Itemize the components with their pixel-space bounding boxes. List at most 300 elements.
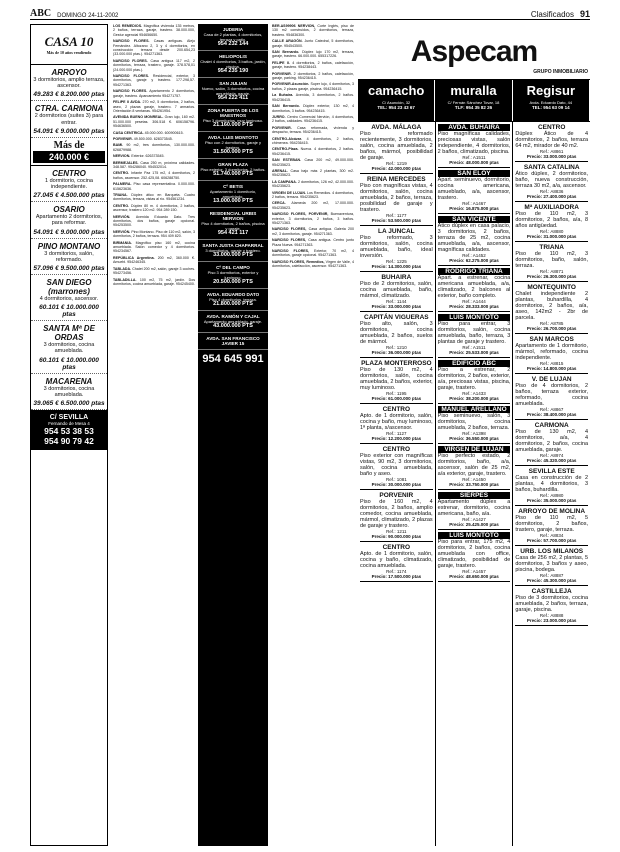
property-listing[interactable] <box>360 272 433 312</box>
property-listing[interactable] <box>515 420 588 466</box>
black-ad-zone: AVDA. EDUARDO DATO <box>206 292 260 297</box>
classified-ad-body: Centro Comercial Nervión, 4 dormitorios, 2 baños, calidades. 954236415. <box>272 114 354 124</box>
classified-ad <box>113 74 195 87</box>
black-ad-list <box>198 24 268 333</box>
classified-ad-heading: PORVENIR. <box>272 71 292 76</box>
classified-ad <box>272 82 354 91</box>
black-ad-listing[interactable] <box>198 105 268 132</box>
classified-ad <box>272 24 354 37</box>
black-ad-zone: ZONA PUERTA DE LOS MAESTROS <box>207 108 259 118</box>
casa10-address: Fernando de Mesa 4 <box>48 421 90 427</box>
property-description: Piso reformado recientemente, 3 dormitorios, salón, cocina amueblada, 2 baños, mármol, posibilidad de garaje. <box>360 131 433 161</box>
classified-ad-heading: NARCISO FLORES, <box>272 238 307 243</box>
agency-phone[interactable]: TEL: 954 23 43 67 <box>377 105 415 110</box>
property-reference: Ref.: A1433 <box>462 391 486 396</box>
black-ad-listing[interactable] <box>198 159 268 181</box>
black-ad-zone: SAN JULIAN <box>219 81 247 86</box>
black-ad-description: Apartamento 1 dormitorio, amueblado. <box>209 189 257 199</box>
listing-zone: OSARIO <box>53 205 85 215</box>
property-zone: MONTEQUINTO <box>527 284 576 291</box>
property-description: Piso de 3 dormitorios, cocina amueblada, 2 baños, terraza, garaje, piscina. <box>515 595 589 613</box>
property-listing[interactable] <box>438 312 511 358</box>
property-zone: CAPITÁN VIGUERAS <box>364 314 429 321</box>
property-price: Precio: 25.533.000 ptas <box>449 350 499 355</box>
classified-ad-body: Casa antigua. Centro junto Plaza Nueva. 954271363. <box>272 238 354 247</box>
property-description: Ático dúplex en casa palacio, 3 dormitorios, 2 baños, terraza de 25 m2, cocina amueblada, a/a, ascensor, magníficas calidades. <box>437 223 511 253</box>
property-description: Apart. seminuevo, dormitorio, cocina americana, amueblado, a/a, ascensor, trastero. <box>437 177 511 201</box>
classified-ad-body: 4 dormitorios, 2 baños, calefacción, garaje, trastero. 954238443. <box>272 60 354 70</box>
classified-ad-body: Casa antigua 117 m2, 2 dormitorios, terraza, trastero, garaje. 378.578,01 (24.000.000 ptas.). <box>113 58 195 72</box>
agency-phone[interactable]: TEL: 954 63 09 14 <box>532 105 570 110</box>
classified-ad <box>113 278 195 287</box>
property-zone: REINA MERCEDES <box>367 176 426 183</box>
property-zone: CENTRO <box>382 446 411 453</box>
listing-description: 1 dormitorio, cocina independiente. <box>45 177 93 191</box>
property-zone: SAN ELOY <box>438 170 511 177</box>
classified-ad-body: Casa reformada, vivienda y despacho, terraza. 954236415. <box>272 125 354 135</box>
classified-text-column-1 <box>113 24 195 846</box>
property-price: Precio: 90.000.000 ptas <box>371 534 422 539</box>
classified-ad-body: Dúplex ático en Barqueta. Cuatro dormitorios, terraza, vistas al río. 954561234. <box>113 193 195 202</box>
classified-ad-heading: CERCA. <box>272 201 286 206</box>
listing-description: 3 dormitorios, cocina amueblada. <box>43 342 95 355</box>
classified-ad-heading: CASA CENTRICA. <box>113 130 144 135</box>
listing-price: 27.045 € 4.500.000 ptas <box>33 192 105 200</box>
classified-ad-heading: BER.AS99906 NERVION, <box>272 24 316 28</box>
classified-ad <box>272 238 354 247</box>
classified-ad <box>113 89 195 98</box>
property-listing[interactable] <box>360 542 433 582</box>
black-ad-listing[interactable] <box>198 78 268 105</box>
casa10-listing[interactable] <box>31 374 107 410</box>
classified-ad-heading: NERVIÓN. <box>113 229 131 234</box>
property-listing[interactable] <box>438 122 511 168</box>
property-zone: SEVILLA ESTE <box>528 468 575 475</box>
classified-ad-heading: NARCISO FLORES, PORVENIR, <box>272 212 329 217</box>
casa10-name: C/ SEVILLA <box>49 414 89 422</box>
property-zone: PLAZA MONTERROSO <box>361 360 432 367</box>
property-price: Precio: 33.750.000 ptas <box>449 482 499 487</box>
property-listing[interactable] <box>360 444 433 490</box>
classified-ad-heading: La Buhaira. <box>272 93 294 98</box>
black-ad-listing[interactable] <box>198 132 268 159</box>
property-price: Precio: 36.000.000 ptas <box>371 350 422 355</box>
classified-ad-heading: PORVENIR. <box>113 136 133 141</box>
property-zone: CENTRO <box>537 124 566 131</box>
casa10-listing[interactable] <box>31 239 107 275</box>
property-listing[interactable] <box>360 122 433 174</box>
listing-zone: SAN DIEGO (marrones) <box>46 278 92 297</box>
classified-ad-body: 90 m2, tres dormitorios, 130.000.000. 626879988. <box>113 143 195 152</box>
classified-ad-heading: BERMEJALES. <box>113 160 139 165</box>
property-price: Precio: 48.650.000 ptas <box>449 574 499 579</box>
property-listing[interactable] <box>360 174 433 226</box>
property-listing[interactable] <box>515 586 588 626</box>
property-description: Piso magníficas calidades, preciosas vistas, salón independiente, 4 dormitorios, 2 baños, climatizado, piscina. <box>437 131 511 155</box>
black-ad-zone: SANTA JUSTA CHAPARRAL <box>202 243 264 248</box>
property-listing[interactable] <box>515 122 588 162</box>
listing-zone: CTRA. CARMONA <box>34 104 104 114</box>
classified-ad-heading: TABLADA. <box>113 266 132 271</box>
property-price: Precio: 17.500.000 ptas <box>371 574 422 579</box>
property-zone: TRIANA <box>539 244 564 251</box>
classified-ad-body: Buenaventura, exterior, 3 dormitorios, 2 baños, 3 baños. 954271363. <box>272 212 354 226</box>
classified-ad <box>113 215 195 228</box>
classified-ad-heading: CENTRO. <box>113 171 130 176</box>
classified-ad <box>272 126 354 135</box>
classified-ad-body: Magnífica vivienda 135 metros, 2 baños, terraza, garaje, trastero. 38.000.000, Gestur agencial 954656650. <box>113 24 195 37</box>
black-ad-zone: HELIOPOLIS <box>219 54 247 59</box>
listing-zone: ARROYO <box>51 68 87 77</box>
classified-ad-body: Infante Paz 175 m2, 4 dormitorios, 2 baños, ascensor. 252.425,08. 606288750. <box>113 171 195 180</box>
classified-ad-heading: NARCISO FLORES. <box>113 39 150 44</box>
black-ad-footer-phone[interactable]: 954 645 991 <box>202 353 264 365</box>
property-price: Precio: 28.333.000 ptas <box>449 304 499 309</box>
property-listing[interactable] <box>360 358 433 404</box>
black-ad-price: 954 421 117 <box>217 230 249 236</box>
property-description: Piso para entrar, 175 m2, 4 dormitorios, 2 baños, cocina amueblada con office, climatizado, posibilidad de garaje, trastero. <box>437 539 511 569</box>
classified-ad <box>113 204 195 213</box>
casa10-logo-text: CASA 10 <box>44 34 94 49</box>
black-ad-footer <box>198 333 268 350</box>
classified-ad <box>113 161 195 170</box>
classified-ad-body: 2 dormitorios, 126 m2, 42.000.000. 954235623. <box>272 179 354 189</box>
classified-ad <box>272 158 354 167</box>
classified-ad-body: Apartamento 2 dormitorios, garaje, trastero. Aparcamiento 954271757. <box>113 89 195 98</box>
property-description: Casa en construcción de 2 plantas, 4 dormitorios, 3 baños, buhardilla. <box>515 475 589 493</box>
classified-ad <box>272 212 354 225</box>
black-ad-description: Casa de 2 plantas, 4 dormitorios, terraza y patio. <box>203 32 263 42</box>
classified-ad-body: 49.500.000. 628373545. <box>133 136 173 141</box>
black-ad-listing[interactable] <box>198 208 268 240</box>
property-zone: SAN MARCOS <box>529 336 574 343</box>
property-description: Apart. a estrenar, cocina americana amueblada, a/a, climatizado, 2 balcones al exterior, baño completo. <box>437 275 511 299</box>
black-ad-description: Piso 3 dormitorios, muy luminoso. <box>202 118 264 123</box>
classified-ad-body: Casa antigua. Galeria 200 m2, 3 dormitorios, garaje. 954271363. <box>272 227 354 236</box>
classified-ad-body: Casa 250 m, próxima calidades. 348.587. 954286040. 954532014. <box>113 160 195 169</box>
property-listing[interactable] <box>438 168 511 214</box>
property-description: Piso con magníficas vistas, 4 dormitorios, salón, cocina amueblada, 2 baños, terraza, posibilidad de garaje y trastero. <box>360 183 433 213</box>
classified-ad <box>272 147 354 156</box>
property-reference: Ref.: 1211 <box>386 529 407 534</box>
classified-ad-heading: NARCISO FLORES. <box>113 74 150 79</box>
black-ad-zone: Cº BETIS <box>223 184 243 189</box>
property-price: Precio: 30.000.000 ptas <box>371 482 422 487</box>
property-price: Precio: 38.400.000 ptas <box>526 412 577 417</box>
property-zone: VIRGEN DE LUJAN <box>438 446 511 453</box>
property-price: Precio: 23.000.000 ptas <box>526 618 577 623</box>
classified-ad-heading: AVENIDA BUENO MONREAL. <box>113 115 164 120</box>
property-reference: Ref.: A8980 <box>539 493 564 498</box>
property-zone: AVDA. BUHAIRA <box>438 124 511 131</box>
property-price: Precio: 48.000.000 ptas <box>449 160 499 165</box>
aspecam-block <box>358 24 590 846</box>
property-zone: LUIS MONTOTO <box>438 314 511 321</box>
property-listing[interactable] <box>438 530 511 582</box>
classified-ad-heading: SAN ESTEBAN. <box>272 158 302 163</box>
classified-ad-body: 2 dormitorios, 2 baños, calefacción, garaje, parking. 954236415. <box>272 71 354 81</box>
agency-name: muralla <box>450 83 497 98</box>
listing-zone: MACARENA <box>45 376 93 386</box>
black-ad-price: 13.000.000 PTS <box>213 198 253 204</box>
masde-box <box>31 138 107 166</box>
black-ad-description: Piso con 2 dormitorios, garaje y trastero. <box>204 140 262 150</box>
casa10-listing[interactable] <box>31 166 107 202</box>
classified-ad <box>272 191 354 200</box>
classified-ad <box>272 260 354 269</box>
black-ad-listing[interactable] <box>198 51 268 78</box>
classified-ad-body: Dúplex 80 m. 4 dormitorios, 2 baños, ascensor, trastero 120 m2. 954 289 150. <box>113 203 195 213</box>
property-description: Piso perfecto estado, 2 dormitorios, baño, a/a, ascensor, salón de 25 m2, a/a exterior, garaje, trastero. <box>437 453 511 477</box>
listing-description: 3 dormitorios, salón, reformado. <box>44 250 94 263</box>
casa10-logo <box>31 25 107 65</box>
agency-phone[interactable]: TLF: 954 35 82 26 <box>454 105 493 110</box>
property-listing[interactable] <box>515 374 588 420</box>
property-reference: Ref.: A1511 <box>462 345 486 350</box>
classified-ad-heading: LOS REMEDIOS. <box>113 24 143 28</box>
agency-camacho <box>358 80 434 121</box>
property-reference: Ref.: A8888 <box>539 613 564 618</box>
listing-description: Apartamento 2 dormitorios, para reformar. <box>35 214 103 227</box>
property-price: Precio: 62.275.000 ptas <box>449 258 499 263</box>
listing-description: 2 dormitorios (suites 3) para entrar. <box>34 113 104 126</box>
section-name: Clasificados <box>530 10 574 19</box>
agency-name: Regisur <box>526 83 576 98</box>
property-zone: CASTILLEJA <box>531 588 572 595</box>
classified-ad <box>272 201 354 210</box>
property-zone: PORVENIR <box>379 492 414 499</box>
classified-ad <box>113 100 195 113</box>
agency-address: C/ Fernán Sánchez Tovar, 18 <box>447 100 500 105</box>
casa10-listing[interactable] <box>31 275 107 321</box>
agency-address: C/ Asunción, 32 <box>382 100 411 105</box>
classified-ad <box>113 171 195 180</box>
property-description: Piso de 110 m2, 5 dormitorios, 2 baños, trastero, garaje, terraza. <box>515 515 589 533</box>
classified-ad <box>113 256 195 265</box>
property-description: Apartamento de 1 dormitorio, mármol, reformado, cocina independiente. <box>515 343 589 361</box>
classified-ad-body: Chalet 200 m2, salón, garaje 3 coches. 954273456. <box>113 266 195 276</box>
listing-description: 4 dormitorios, ascensor. <box>39 296 99 303</box>
classified-ad-body: Los Remedios. 4 dormitorios, 2 baños, terraza. 954235623. <box>272 190 354 199</box>
classified-ad-body: Avenida, 3 dormitorios, 2 baños. 954236415. <box>272 93 354 102</box>
casa10-phone-box <box>31 410 107 450</box>
listing-price: 60.101 € 10.000.000 ptas <box>39 304 99 319</box>
issue-date: DOMINGO 24-11-2002 <box>57 13 119 19</box>
black-ad-price: 954 232 144 <box>217 41 249 47</box>
classified-ad-heading: FELIPE II AVDA. <box>113 100 142 105</box>
aspecam-agencies <box>358 80 590 122</box>
casa10-listing[interactable] <box>31 101 107 137</box>
classified-ad-heading: BAMI. <box>113 143 124 148</box>
property-price: Precio: 31.000.000 ptas <box>526 234 577 239</box>
property-reference: Ref.: 1127 <box>386 431 407 436</box>
black-ad-zone: GRAN PLAZA <box>217 162 249 167</box>
property-zone: LA JUNCAL <box>378 228 415 235</box>
black-ad-description: Chalet 4 dormitorios, 3 baños, jardín, piscina. <box>200 59 266 69</box>
classified-ad-body: Super lujo, 4 dormitorios, 3 baños, 2 plazas garaje, piscina. 954236415. <box>272 82 354 91</box>
agency-muralla <box>435 80 511 121</box>
property-zone: URB. LOS MILANOS <box>520 548 584 555</box>
property-reference: Ref.: A1444 <box>462 299 486 304</box>
classified-ad-heading: NARCISO FLORES, Remedios, <box>272 259 325 264</box>
masde-title: Más de <box>53 139 85 151</box>
property-reference: Ref.: A1427 <box>462 517 486 522</box>
property-zone: RODRIGO TRIANA <box>438 268 511 275</box>
property-description: Apto. de 1 dormitorio, salón, cocina y baño, climatizado, cocina amueblada. <box>360 551 433 569</box>
property-listing[interactable] <box>438 404 511 444</box>
black-ad-listing[interactable] <box>198 240 268 262</box>
listing-price: 54.091 € 9.000.000 ptas <box>33 127 105 135</box>
classified-ad <box>113 193 195 202</box>
classified-ad-body: Piso casa representativa. 0.000.000. 615623636. <box>113 182 195 191</box>
black-ad-description: Nuevo, salón, 3 dormitorios, cocina amueblada, garaje. <box>201 86 265 96</box>
agency-name: camacho <box>367 83 425 98</box>
property-listing[interactable] <box>515 466 588 506</box>
classified-ad-body: Residencial, exterior, 3 dormitorios, garaje y trastero. 177.298,57. 954271363. <box>113 74 195 87</box>
black-ad-footer-address: AVDA. SAN FRANCISCO JAVIER 15 <box>206 336 260 346</box>
property-listing[interactable] <box>360 490 433 542</box>
classified-ad <box>113 39 195 57</box>
property-listing[interactable] <box>515 546 588 586</box>
property-listing[interactable] <box>515 242 588 282</box>
classified-ad-heading: BIRMANIA. <box>113 240 132 245</box>
property-listing[interactable] <box>515 162 588 202</box>
classified-ad-heading: LA CAMPANA. <box>272 179 297 184</box>
listing-price: 57.096 € 9.500.000 ptas <box>33 265 105 273</box>
property-description: Piso seminuevo, salón, 3 dormitorios, cocina amueblada, 2 baños, terraza. <box>437 413 511 431</box>
property-price: Precio: 45.300.000 ptas <box>526 578 577 583</box>
aspecam-logo-sub: GRUPO INMOBILIARIO <box>533 69 588 75</box>
property-reference: Ref.: A1511 <box>462 155 486 160</box>
classified-ad-body: Dúplex lujo 170 m2, terraza, garaje, trastero. 66.000.000. 655317226. <box>272 50 354 59</box>
classified-ad-body: 4 dormitorios, 2 baños, chimenea. 954236415. <box>272 136 354 145</box>
classified-ad-body: 45.000.000. 600900615. <box>144 130 184 135</box>
classified-ad <box>272 50 354 59</box>
property-zone: LUIS MONTOTO <box>438 532 511 539</box>
black-ad-description: Piso exterior, 3 dormitorios, 2 baños. <box>200 167 266 172</box>
property-reference: Ref.: 1225 <box>385 259 407 264</box>
classified-ad <box>272 39 354 48</box>
property-zone: SAN VICENTE <box>438 216 511 223</box>
classified-ad-heading: NERVION. <box>113 154 131 159</box>
casa10-listing[interactable] <box>31 202 107 238</box>
property-listing[interactable] <box>438 490 511 530</box>
black-ad-price: 21.160.000 PTS <box>213 122 253 128</box>
classified-ad-body: Dúplex exterior, 130 m2, 4 dormitorios, 3 baños. 954236415. <box>272 104 354 113</box>
property-listing[interactable] <box>360 404 433 444</box>
classified-ad <box>272 249 354 258</box>
black-ad-listing[interactable] <box>198 311 268 333</box>
property-listing[interactable] <box>360 312 433 358</box>
classified-ad-body: Junto Catedral, 5 dormitorios, garaje. 954543500. <box>272 39 354 48</box>
classified-ad-heading: PALMERA. <box>113 182 132 187</box>
black-ad-listing[interactable] <box>198 289 268 311</box>
property-listing[interactable] <box>515 202 588 242</box>
property-zone: AVDA. MÁLAGA <box>371 124 422 131</box>
classified-ad <box>272 93 354 102</box>
property-description: Dúplex Ático de 4 dormitorios, 2 baños, terraza 64 m2, mirador de 40 m2. <box>515 131 589 149</box>
agency-address: Avda. Eduardo Dato, 44 <box>529 100 573 105</box>
classified-ad-heading: VIRGEN DE LUJAN. <box>272 190 306 195</box>
property-zone: SANTA CATALINA <box>523 164 580 171</box>
property-price: Precio: 33.000.000 ptas <box>371 304 422 309</box>
property-listing[interactable] <box>438 214 511 266</box>
page-number: 91 <box>579 9 590 19</box>
property-listing[interactable] <box>438 444 511 490</box>
black-ad-description: Piso 4 dormitorios, terraza. <box>209 297 257 302</box>
classified-ad <box>272 137 354 146</box>
casa10-phone-1[interactable]: 954 53 38 53 <box>44 426 94 437</box>
classified-ad-heading: ARENAL. <box>272 168 288 173</box>
black-ad-description: Apartamento amueblado, garaje. <box>203 319 263 324</box>
property-reference: Ref.: A8974 <box>539 453 564 458</box>
property-price: Precio: 25.425.000 ptas <box>449 522 499 527</box>
black-ad-listing[interactable] <box>198 181 268 208</box>
page-header <box>30 6 590 20</box>
listing-column-camacho <box>358 122 436 846</box>
property-description: Ático dúplex, 2 dormitorios, baño, nueva construcción, terraza 30 m2, a/a, ascensor. <box>515 171 589 189</box>
property-price: Precio: 35.000.000 ptas <box>526 498 577 503</box>
casa10-entries-top <box>31 65 107 138</box>
property-reference: Ref.: A8887 <box>539 573 564 578</box>
classified-ad <box>272 169 354 178</box>
listing-price: 49.283 € 8.200.000 ptas <box>33 91 105 99</box>
classified-ad-body: 270 m2, 5 dormitorios, 2 baños, aseo, 2 plazas garaje, trastero. 7 armarios. Orientación 8 ventanas. 954261954. <box>113 100 195 113</box>
casa10-listing[interactable] <box>31 65 107 101</box>
agency-regisur <box>513 80 589 121</box>
classified-ad <box>113 143 195 152</box>
classified-ad <box>272 115 354 124</box>
property-reference: Ref.: A8785 <box>539 321 564 326</box>
property-listing[interactable] <box>360 226 433 272</box>
property-price: Precio: 42.000.000 ptas <box>371 166 422 171</box>
listing-price: 39.065 € 6.500.000 ptas <box>33 400 105 408</box>
property-listing[interactable] <box>438 358 511 404</box>
classified-ad-body: 200 m2, 360.000 €. Amuebl. 954246345. <box>113 255 195 265</box>
black-ad-price: 21.800.000 PTS <box>213 301 253 307</box>
classified-ad-body: Casa 200 m2, 49.000.000. 954235623. <box>272 158 354 167</box>
property-reference: Ref.: A8861 <box>539 149 564 154</box>
black-ad-price: 51.740.000 PTS <box>213 171 253 177</box>
listing-price: 54.091 € 9.000.000 ptas <box>33 228 105 236</box>
property-listing[interactable] <box>515 282 588 334</box>
classified-ad-heading: CENTRO-Plaza. <box>272 147 299 152</box>
property-listing[interactable] <box>438 266 511 312</box>
casa10-logo-sub: Más de 10 años vendiendo <box>46 50 92 55</box>
property-reference: Ref.: 1210 <box>385 345 407 350</box>
black-ad-price: 954 222 411 <box>217 95 249 101</box>
classified-ad-heading: CENTRO-Alcázar. <box>272 136 302 141</box>
black-ad-listing[interactable] <box>198 24 268 51</box>
black-ad-price: 43.000.000 PTS <box>213 323 253 329</box>
classified-ad-body: Nueva. 4 dormitorios, 2 baños. 954236415. <box>272 147 354 156</box>
property-listing[interactable] <box>515 334 588 374</box>
property-zone: BUHAIRA <box>381 274 412 281</box>
casa10-listing[interactable] <box>31 321 107 373</box>
property-description: Piso reformado, 3 dormitorios, salón, cocina amueblada, baño, ideal inversión. <box>360 235 433 259</box>
black-ad-zone: Cº DEL CAMPO <box>216 265 250 270</box>
property-listing[interactable] <box>515 506 588 546</box>
property-zone: V. DE LUJAN <box>531 376 572 383</box>
casa10-phone-2[interactable]: 954 90 79 42 <box>44 436 94 447</box>
classified-ad <box>272 180 354 189</box>
black-ad-description: 3 dormitorios, garaje y trastero. <box>205 248 261 253</box>
classified-ad <box>113 267 195 276</box>
classified-ad-body: Exterior, 70 m2, 4 dormitorios, garaje opcional. 954271363. <box>272 249 354 258</box>
property-description: Piso de 160 m2, 4 dormitorios, 2 baños, amplio comedor, cocina amueblada, mármol, climatizado, 2 plazas de garaje y trastero. <box>360 499 433 529</box>
property-reference: Ref.: A8871 <box>539 269 564 274</box>
black-ad-listing[interactable] <box>198 262 268 289</box>
